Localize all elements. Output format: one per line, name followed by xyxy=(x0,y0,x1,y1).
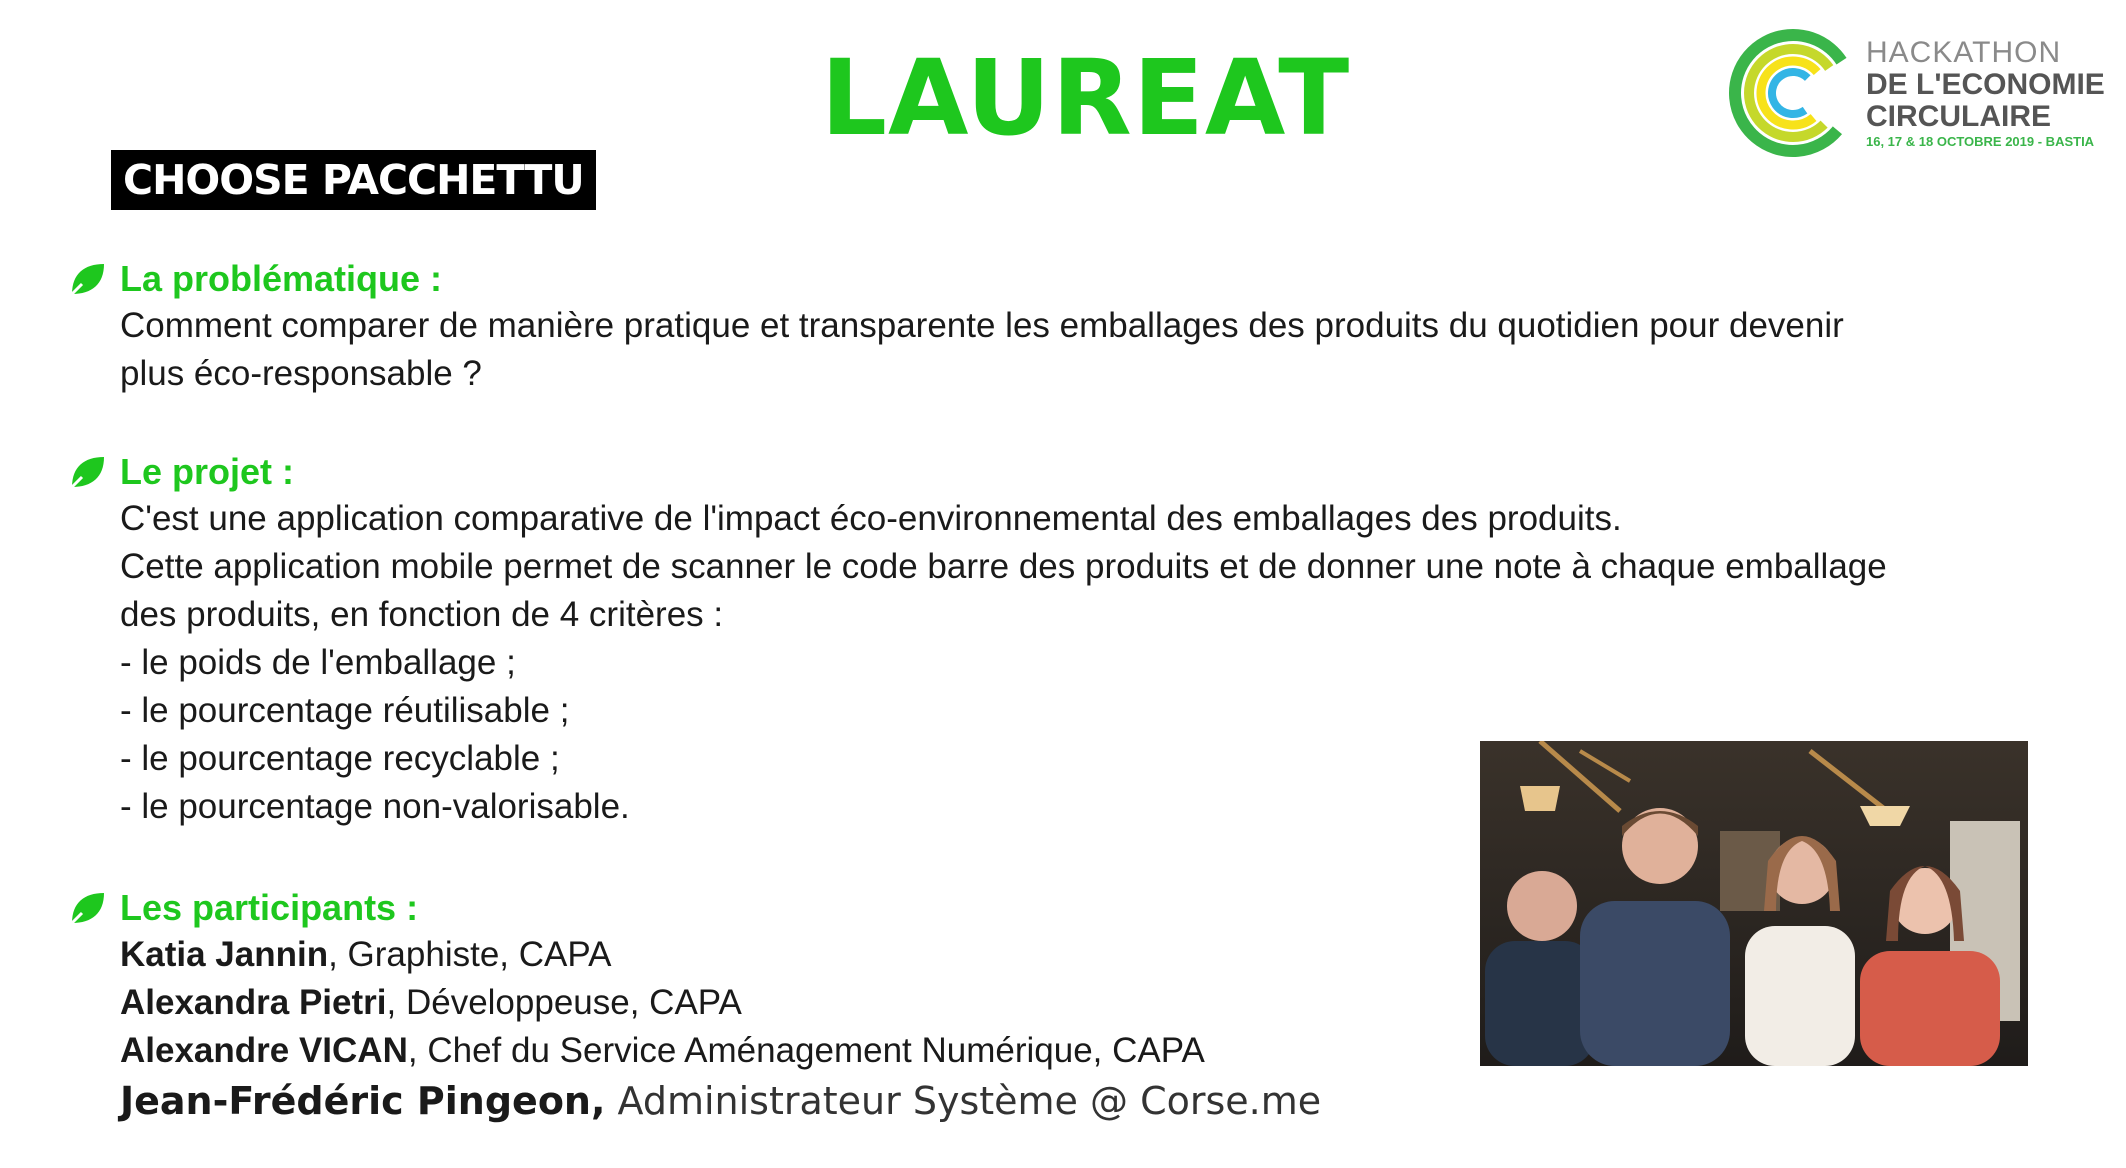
problem-line: Comment comparer de manière pratique et transparente les emballages des produits du quotidien pour devenir xyxy=(120,306,1844,345)
problem-line: plus éco-responsable ? xyxy=(120,354,482,393)
logo-text-hackathon: HACKATHON xyxy=(1866,36,2062,69)
project-heading: Le projet : xyxy=(120,451,295,492)
page-title: LAUREAT xyxy=(820,37,1351,159)
logo-text-circulaire: CIRCULAIRE xyxy=(1866,100,2051,133)
project-line: C'est une application comparative de l'impact éco-environnemental des emballages des produits. xyxy=(120,499,1622,538)
project-line: Cette application mobile permet de scanner le code barre des produits et de donner une note à chaque emballage xyxy=(120,547,1887,586)
logo-text-economie: DE L'ECONOMIE xyxy=(1866,68,2105,101)
project-line: - le pourcentage réutilisable ; xyxy=(120,691,570,730)
leaf-bullet-icon xyxy=(68,260,106,298)
leaf-bullet-icon xyxy=(68,453,106,491)
participant-role: Administrateur Système @ Corse.me xyxy=(605,1079,1322,1123)
problem-heading: La problématique : xyxy=(120,258,443,299)
circular-logo-icon xyxy=(1728,28,1858,158)
participants-heading: Les participants : xyxy=(120,887,419,928)
project-line: - le pourcentage non-valorisable. xyxy=(120,787,630,826)
problem-text xyxy=(120,302,2100,398)
leaf-bullet-icon xyxy=(68,889,106,927)
project-name-badge: CHOOSE PACCHETTU xyxy=(111,150,596,210)
project-line: des produits, en fonction de 4 critères : xyxy=(120,595,724,634)
logo-text-dates: 16, 17 & 18 OCTOBRE 2019 - BASTIA xyxy=(1866,134,2095,149)
project-line: - le poids de l'emballage ; xyxy=(120,643,516,682)
participant-name: Alexandre VICAN xyxy=(120,1031,408,1070)
participant-name: Katia Jannin xyxy=(120,935,329,974)
participant-role: , Développeuse, CAPA xyxy=(386,983,742,1022)
participant-name: Alexandra Pietri xyxy=(120,983,387,1022)
project-line: - le pourcentage recyclable ; xyxy=(120,739,560,778)
hackathon-logo xyxy=(1728,28,2108,168)
participant-name: Jean-Frédéric Pingeon, xyxy=(120,1079,606,1123)
participant-role: , Graphiste, CAPA xyxy=(328,935,612,974)
participant xyxy=(120,1075,2100,1123)
team-photo xyxy=(1480,741,2028,1066)
participant-role: , Chef du Service Aménagement Numérique, CAPA xyxy=(407,1031,1205,1070)
